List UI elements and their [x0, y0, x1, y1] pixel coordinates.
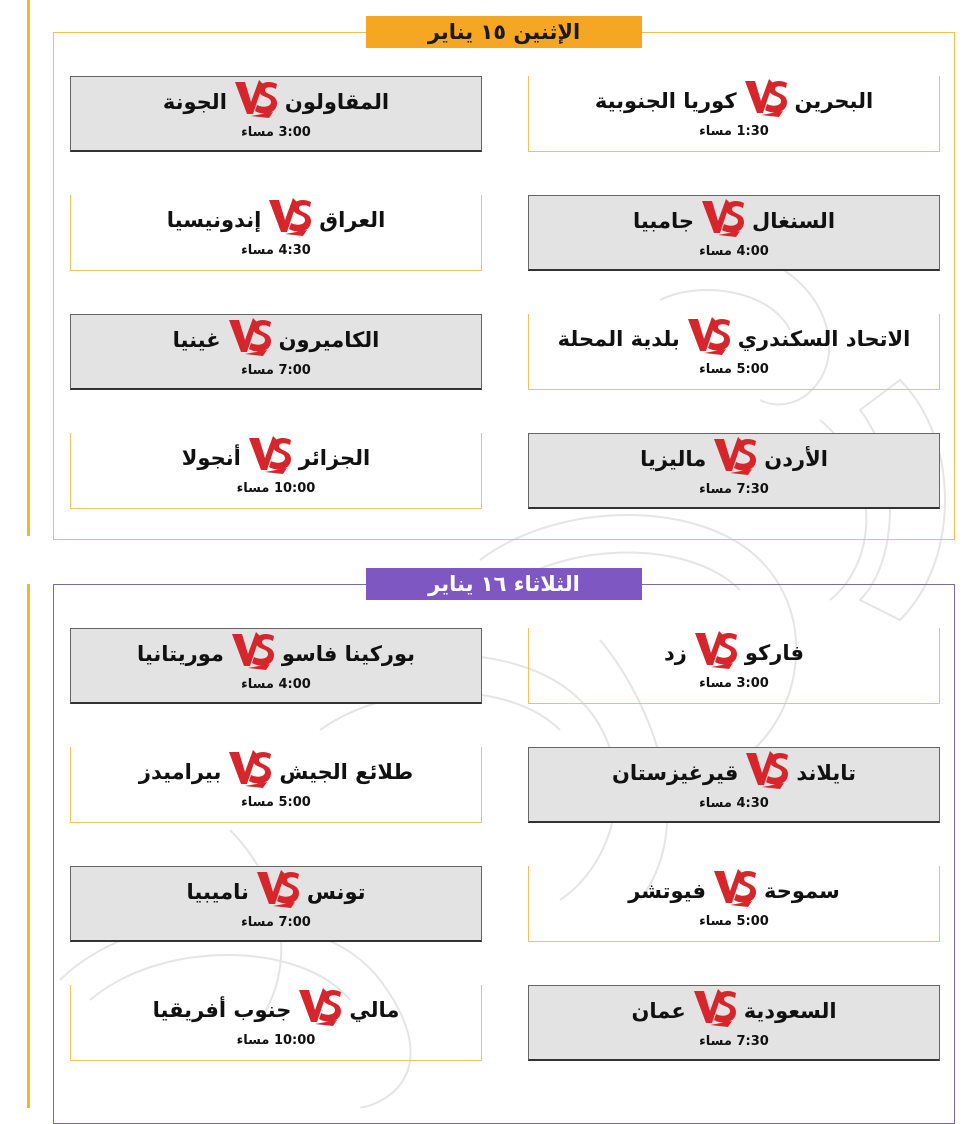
match-line — [529, 204, 939, 238]
match-time: 10:00 مساء — [236, 1033, 316, 1048]
match-card — [528, 76, 940, 152]
vs-logo-icon — [247, 432, 293, 476]
away-team: بلدية المحلة — [557, 327, 680, 351]
vs-logo-icon — [686, 313, 732, 357]
match-card — [528, 628, 940, 704]
match-line — [529, 84, 939, 118]
match-card — [70, 866, 482, 942]
match-line — [71, 85, 481, 119]
vs-logo-icon — [297, 984, 343, 1028]
home-team: العراق — [319, 208, 386, 232]
vs-logo-icon — [230, 628, 276, 672]
vs-logo-icon — [743, 75, 789, 119]
home-team: سموحة — [764, 879, 840, 903]
match-card — [528, 433, 940, 509]
home-team: البحرين — [794, 89, 874, 113]
vs-logo-icon — [692, 985, 738, 1029]
match-time: 10:00 مساء — [236, 481, 316, 496]
day-header-text: الثلاثاء ١٦ يناير — [428, 572, 580, 596]
match-line — [529, 636, 939, 670]
away-team: ناميبيا — [186, 880, 249, 904]
away-team: الجونة — [162, 90, 227, 114]
match-line — [529, 322, 939, 356]
match-time: 7:30 مساء — [699, 1034, 769, 1049]
match-card — [70, 985, 482, 1061]
match-time: 1:30 مساء — [699, 124, 769, 139]
match-line — [529, 874, 939, 908]
day-header-monday — [366, 16, 642, 48]
away-team: ماليزيا — [640, 447, 707, 471]
away-team: كوريا الجنوبية — [594, 89, 737, 113]
match-time: 4:30 مساء — [699, 796, 769, 811]
match-card — [528, 314, 940, 390]
home-team: الجزائر — [298, 446, 371, 470]
match-card — [528, 747, 940, 823]
left-accent-line — [27, 0, 30, 536]
day-header-text: الإثنين ١٥ يناير — [427, 20, 581, 44]
home-team: الكاميرون — [278, 328, 380, 352]
match-card — [528, 866, 940, 942]
match-card — [70, 628, 482, 704]
vs-logo-icon — [227, 314, 273, 358]
match-card — [70, 76, 482, 152]
home-team: السعودية — [743, 999, 837, 1023]
home-team: الاتحاد السكندري — [737, 327, 911, 351]
home-team: السنغال — [752, 209, 836, 233]
home-team: بوركينا فاسو — [281, 642, 416, 666]
away-team: أنجولا — [181, 446, 241, 470]
away-team: قيرغيزستان — [611, 761, 739, 785]
away-team: فيوتشر — [628, 879, 707, 903]
match-line — [71, 755, 481, 789]
away-team: عمان — [631, 999, 686, 1023]
match-line — [529, 756, 939, 790]
vs-logo-icon — [233, 76, 279, 120]
match-time: 5:00 مساء — [241, 795, 311, 810]
match-line — [71, 637, 481, 671]
match-card — [70, 195, 482, 271]
away-team: إندونيسيا — [166, 208, 262, 232]
match-time: 3:00 مساء — [699, 676, 769, 691]
match-line — [529, 994, 939, 1028]
left-accent-line — [27, 584, 30, 1108]
vs-logo-icon — [712, 433, 758, 477]
match-line — [71, 203, 481, 237]
home-team: الأردن — [764, 447, 828, 471]
vs-logo-icon — [712, 865, 758, 909]
vs-logo-icon — [267, 194, 313, 238]
home-team: فاركو — [744, 641, 804, 665]
match-card — [528, 985, 940, 1061]
match-time: 7:00 مساء — [241, 363, 311, 378]
match-time: 7:00 مساء — [241, 915, 311, 930]
vs-logo-icon — [744, 747, 790, 791]
day-header-tuesday — [366, 568, 642, 600]
away-team: زد — [664, 641, 687, 665]
home-team: طلائع الجيش — [279, 760, 414, 784]
home-team: المقاولون — [284, 90, 390, 114]
match-card — [528, 195, 940, 271]
match-line — [71, 875, 481, 909]
home-team: مالي — [349, 998, 400, 1022]
vs-logo-icon — [255, 866, 301, 910]
match-line — [529, 442, 939, 476]
vs-logo-icon — [700, 195, 746, 239]
match-time: 3:00 مساء — [241, 125, 311, 140]
vs-logo-icon — [227, 746, 273, 790]
home-team: تايلاند — [796, 761, 857, 785]
away-team: جامبيا — [632, 209, 695, 233]
away-team: غينيا — [172, 328, 221, 352]
away-team: موريتانيا — [136, 642, 224, 666]
match-line — [71, 993, 481, 1027]
match-card — [70, 433, 482, 509]
match-time: 7:30 مساء — [699, 482, 769, 497]
match-card — [70, 747, 482, 823]
vs-logo-icon — [693, 627, 739, 671]
match-time: 4:00 مساء — [241, 677, 311, 692]
match-line — [71, 441, 481, 475]
match-line — [71, 323, 481, 357]
match-card — [70, 314, 482, 390]
match-time: 5:00 مساء — [699, 362, 769, 377]
match-time: 5:00 مساء — [699, 914, 769, 929]
away-team: جنوب أفريقيا — [152, 998, 292, 1022]
match-time: 4:30 مساء — [241, 243, 311, 258]
home-team: تونس — [306, 880, 366, 904]
away-team: بيراميدز — [138, 760, 222, 784]
match-time: 4:00 مساء — [699, 244, 769, 259]
